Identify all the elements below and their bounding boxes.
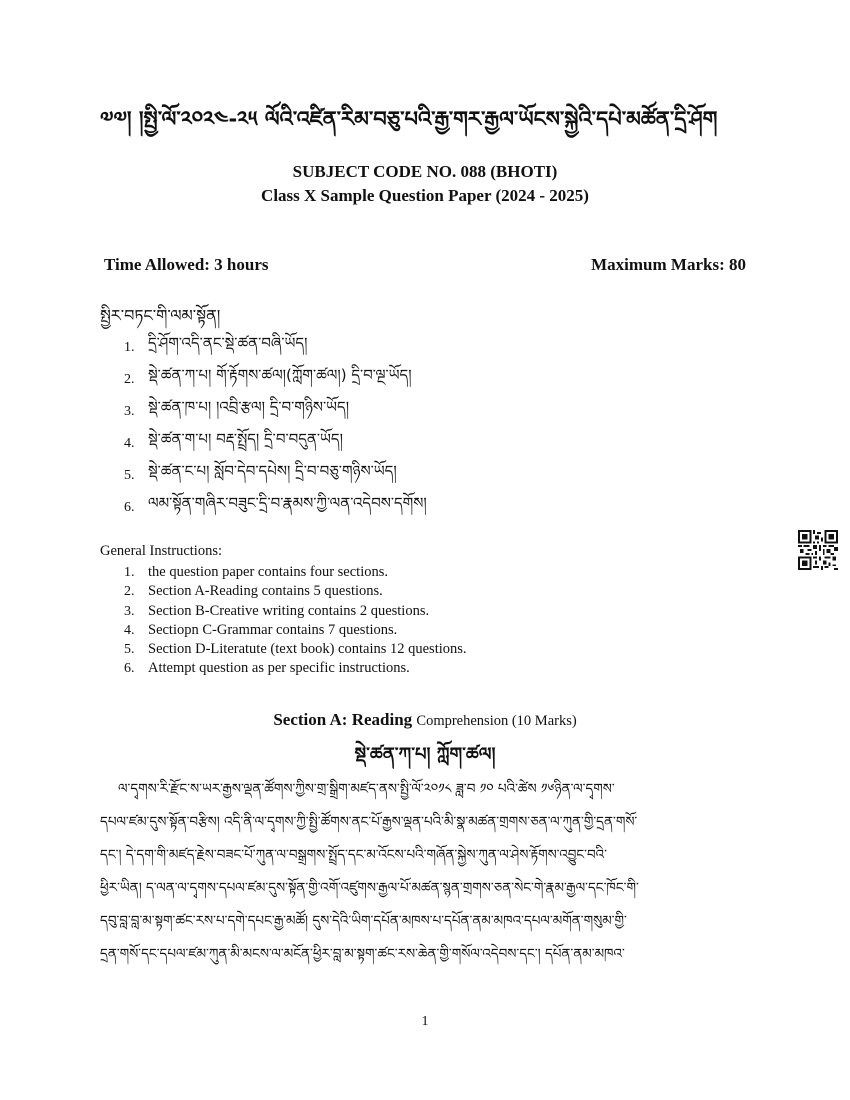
item-number: 3. [124,404,135,419]
passage-line: ལ་དྭགས་རི་རྫོང་ས་ཡར་རྒྱས་ལྡན་ཚོགས་ཀྱིས་གྲ་སྒྲིག་མཛད་ནས་སྤྱི་ལོ་༢༠༡༨ ཟླ་བ ༡༠ པའི་ཚེས ༡༦ཉིན་ལ་དྭགས་ [118,780,615,797]
item-number: 2. [124,372,135,387]
item-number: 4. [124,436,135,451]
item-text: the question paper contains four sections. [148,564,388,580]
list-item [124,582,467,601]
item-text: དྲི་ཤོག་འདི་ནང་སྡེ་ཚན་བཞི་ཡོད། [148,334,308,352]
passage-line: དབུ་བླ་བླ་མ་སྟག་ཚང་རས་པ་དགེ་དཔང་རྒྱ་མཚོ། དུས་དེའི་ཡིག་དཔོན་མཁས་པ་དཔོན་ནམ་མཁའ་དཔལ་མགོན་གསུམ་གྱི་ [100,912,627,929]
list-item [124,659,467,678]
item-text: Section D-Literatute (text book) contains 12 questions. [148,641,467,658]
section-a-tibetan-title: སྡེ་ཚན་ཀ་པ། ཀློག་ཚལ། [354,744,496,765]
item-text: Attempt question as per specific instructions. [148,660,410,677]
item-text: Sectiopn C-Grammar contains 7 questions. [148,621,398,638]
item-number: 3. [124,603,135,619]
item-text: སྡེ་ཚན་ཀ་པ། གོ་རྟོགས་ཚལ།(ཀློག་ཚལ།) དྲི་བ་ལྔ་ཡོད། [148,366,412,384]
item-text: སྡེ་ཚན་ང་པ། སློབ་དེབ་དཔེས། དྲི་བ་བཅུ་གཉིས་ཡོད། [148,462,397,480]
passage-line: དཔལ་ཛམ་དུས་སྟོན་བརྩིས། འདི་ནི་ལ་དྭགས་ཀྱི་སྤྱི་ཚོགས་ནང་པོ་རྒྱས་ལྡན་པའི་མི་སྣ་མཚན་གྲགས་ཅན་ལ་ཀུན་གྱི་དྲན་གསོ་ [100,813,638,830]
item-text: Section B-Creative writing contains 2 questions. [148,602,430,619]
list-item [124,640,467,659]
page-number: 1 [421,1014,429,1029]
passage-line: ཕྱིར་ཡིན། ད་ལན་ལ་དྭགས་དཔལ་ཛམ་དུས་སྟོན་གྱི་འགོ་འཛུགས་རྒྱལ་པོ་མཚན་སྙན་གྲགས་ཅན་སེང་གེ་རྣམ་རྒྱལ་དང་ཁོང་གི་ [100,879,639,896]
reading-passage [100,776,750,974]
item-number: 1. [124,565,135,580]
item-number: 5. [124,468,135,483]
item-number: 6. [124,661,135,677]
list-item [124,621,467,640]
section-a-title [0,710,850,730]
passage-line: དྲན་གསོ་དང་དཔལ་ཛམ་ཀུན་མི་མངས་ལ་མངོན་ཕྱིར་བླ་མ་སྟག་ཚང་རས་ཆེན་གྱི་གསོལ་འདེབས་དང་། དཔོན་ནམ་མཁའ་ [100,945,625,962]
time-allowed: Time Allowed: 3 hours [104,255,269,274]
item-number: 4. [124,622,135,638]
list-item [124,563,467,582]
item-text: སྡེ་ཚན་ག་པ། བརྡ་སྤྲོད། དྲི་བ་བདུན་ཡོད། [148,430,343,448]
item-text: Section A-Reading contains 5 questions. [148,583,383,600]
general-instructions-heading: General Instructions: [100,543,223,559]
paper-title: Class X Sample Question Paper (2024 - 2025) [261,186,589,205]
tibetan-instructions-list [124,332,427,524]
section-a-title-bold: Section A: Reading [273,710,413,729]
list-item [124,602,467,621]
general-instructions-list [124,563,467,679]
section-a-title-rest: Comprehension (10 Marks) [416,713,577,729]
qr-code [798,530,838,570]
document-header-tibetan: ༧༧། །སྤྱི་ལོ་༢༠༢༤-༢༥ ལོའི་འཛིན་རིམ་བཅུ་པའི་རྒྱ་གར་རྒྱལ་ཡོངས་སྐྱེའི་དཔེ་མཚོན་དྲི་ཤོག [100,107,718,131]
item-number: 2. [124,584,135,600]
item-number: 6. [124,500,135,515]
tibetan-instructions-heading: སྤྱིར་བཏང་གི་ལམ་སྟོན། [100,306,221,325]
maximum-marks: Maximum Marks: 80 [591,255,746,274]
item-text: ལམ་སྟོན་གཞིར་བཟུང་དྲི་བ་རྣམས་ཀྱི་ལན་འདེབས་དགོས། [148,494,427,512]
item-text: སྡེ་ཚན་ཁ་པ། །འབྲི་རྩལ། དྲི་བ་གཉིས་ཡོད། [148,398,350,416]
item-number: 1. [124,340,135,355]
subject-code-heading: SUBJECT CODE NO. 088 (BHOTI) [292,162,558,181]
list-item [124,492,427,524]
item-number: 5. [124,642,135,658]
passage-line: དང་། དེ་དག་གི་མཛད་རྗེས་བཟང་པོ་ཀུན་ལ་བསྒྲགས་སྤྲོད་དང་མ་འོངས་པའི་གཞོན་སྐྱེས་ཀུན་ལ་ཤེས་རྟོགས་འབྱུང་བའི་ [100,846,607,863]
